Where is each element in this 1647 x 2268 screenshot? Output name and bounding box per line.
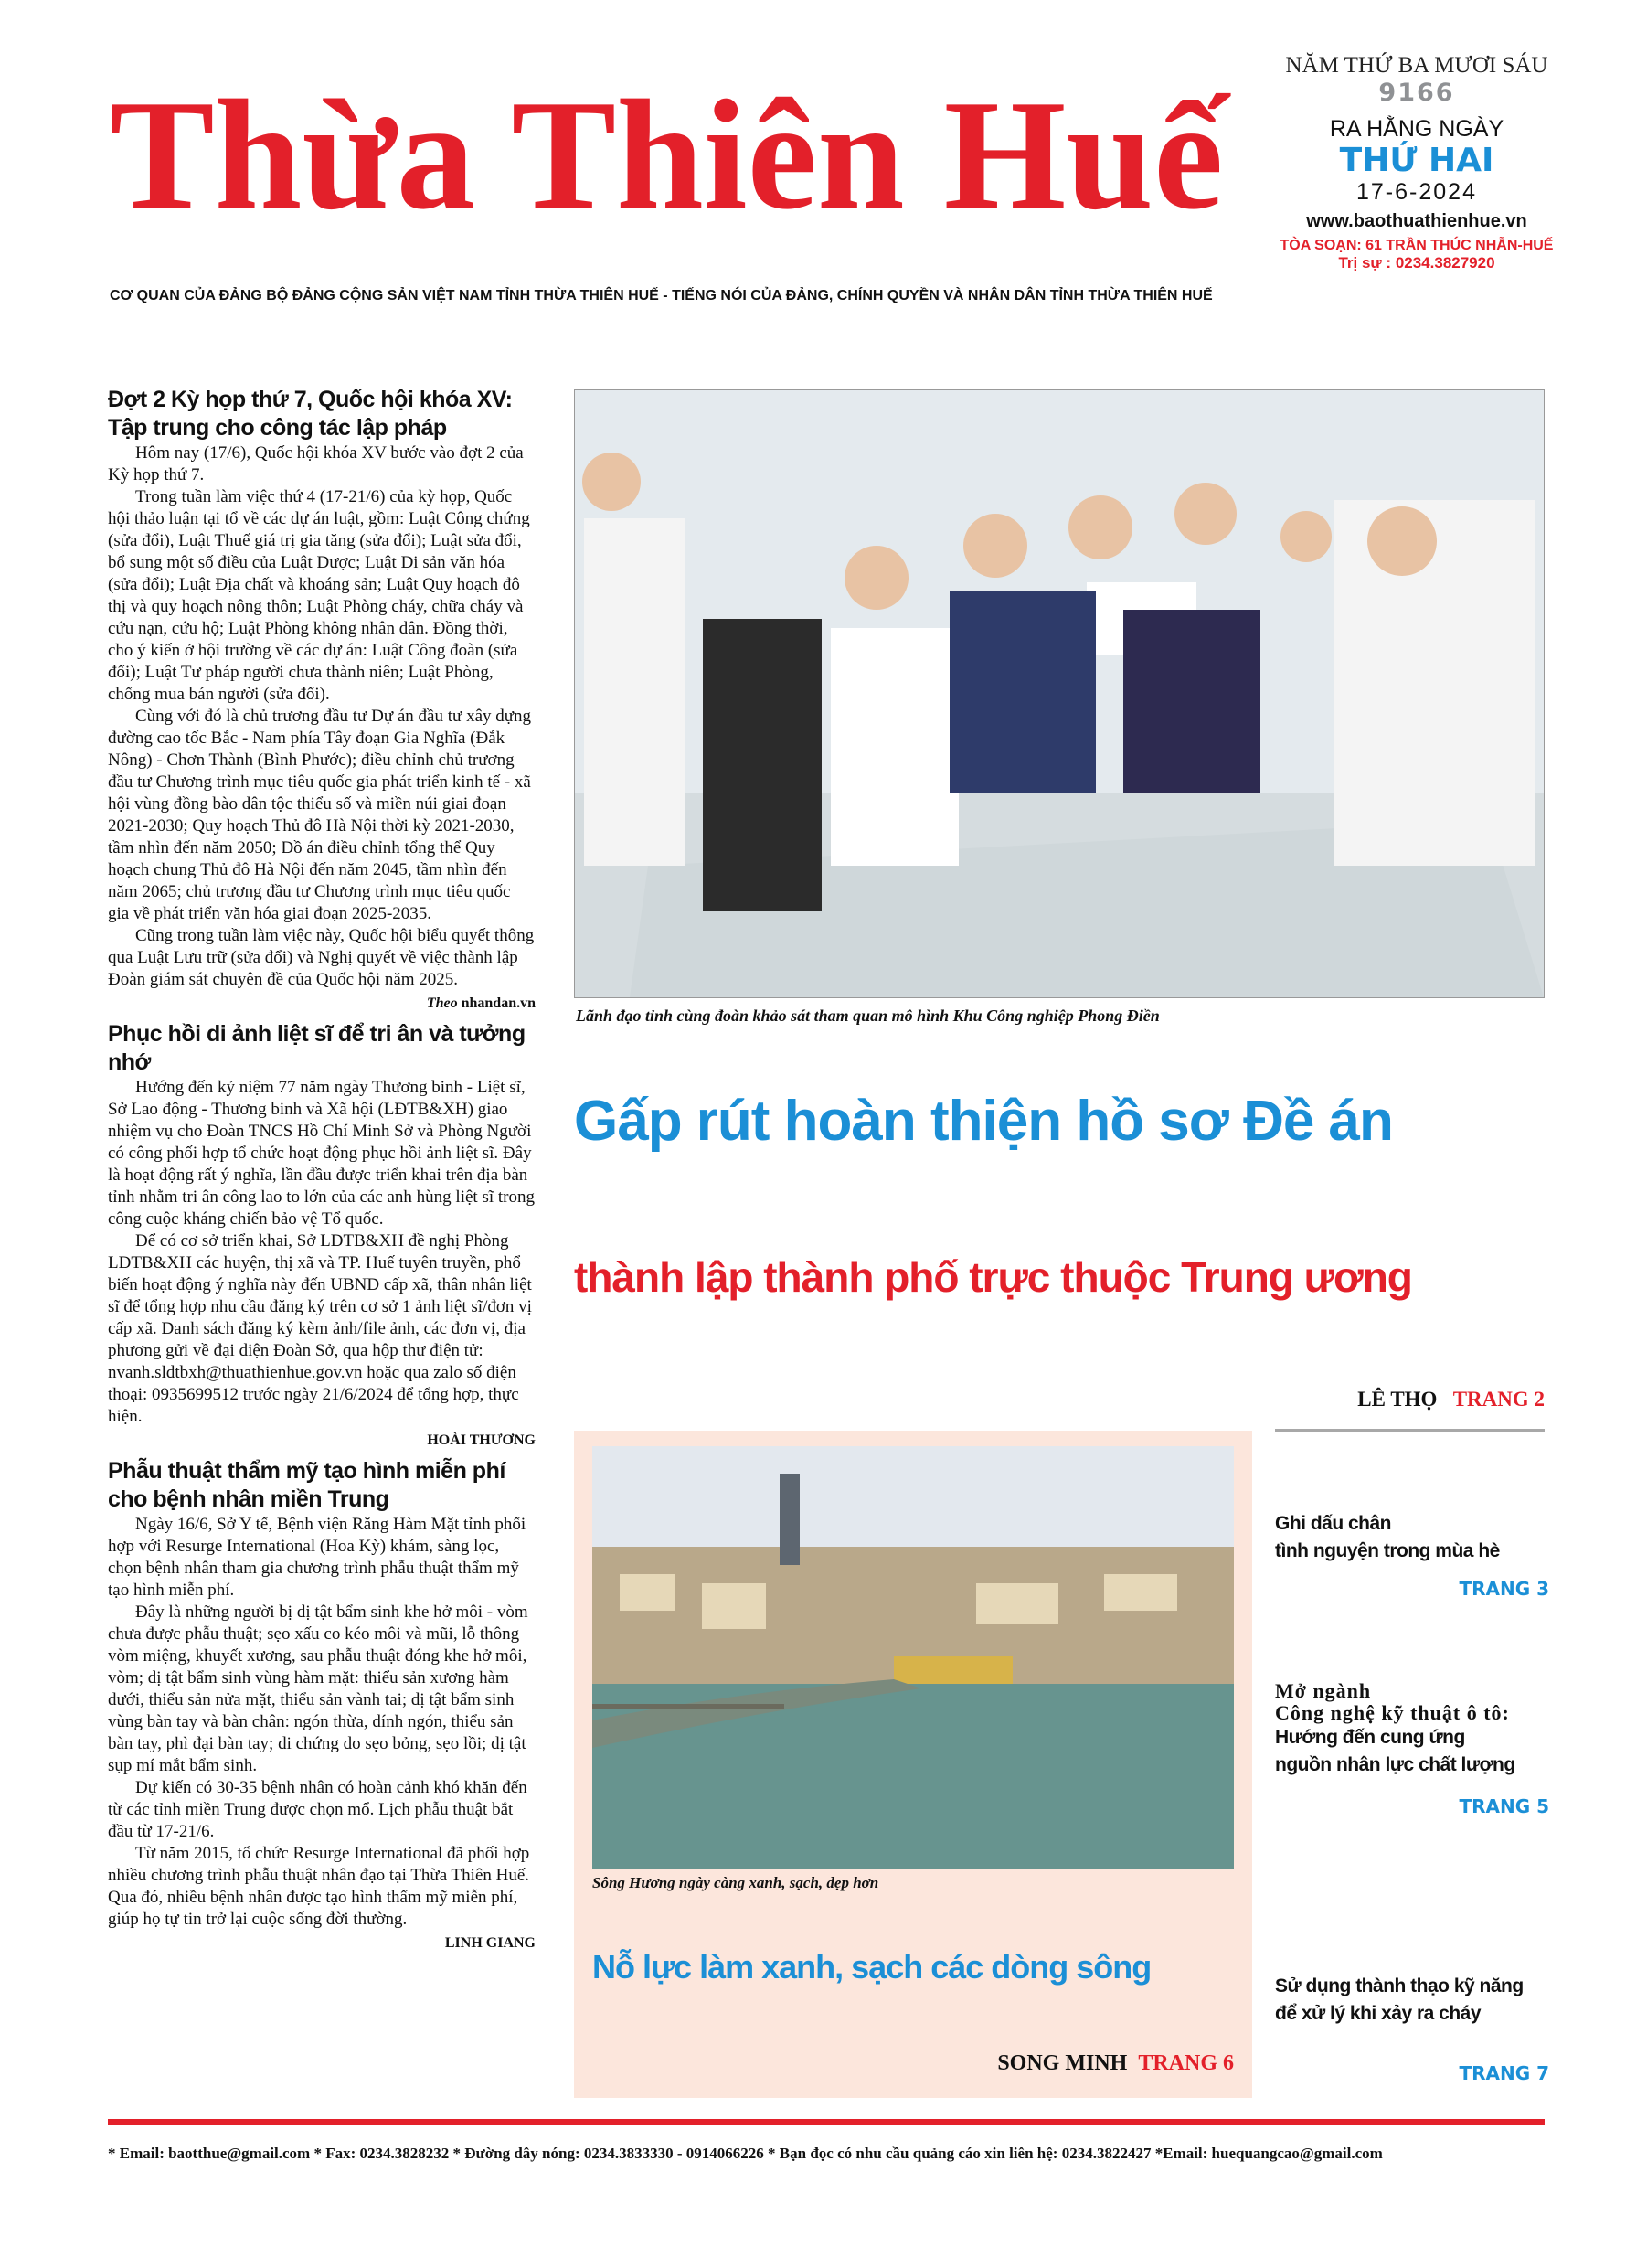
teaser-title: Hướng đến cung ứng [1275,1727,1465,1748]
byline [108,991,536,1017]
paragraph: Đây là những người bị dị tật bẩm sinh khe hở môi - vòm chưa được phẫu thuật; sẹo xấu co kéo môi và mũi, lỗ thông vòm miệng, khuyết xương, sau phẫu thuật đóng khe hở môi, vòm; dị tật bẩm sinh vùng hàm mặt: thiểu sản xương hàm dưới, thiểu sản nửa mặt, thiểu sản vành tai; dị tật bẩm sinh vùng bàn tay và bàn chân: ngón thừa, dính ngón, thiểu sản bàn tay, phì đại bàn tay; di chứng do sẹo bỏng, sẹo lồi; dị tật sụp mí mắt bẩm sinh. [108,1603,528,1775]
issue-number: 9166 [1378,79,1455,107]
teaser-page-link[interactable]: TRANG 5 [1459,1795,1549,1817]
masthead-subtitle: CƠ QUAN CỦA ĐẢNG BỘ ĐẢNG CỘNG SẢN VIỆT NAM TỈNH THỪA THIÊN HUẾ - TIẾNG NÓI CỦA ĐẢNG, CHÍNH QUYỀN VÀ NHÂN DÂN TỈNH THỪA THIÊN HUẾ [110,288,1213,303]
byline: HOÀI THƯƠNG [427,1432,536,1448]
article-title[interactable]: Phẫu thuật thẩm mỹ tạo hình miễn phí cho bệnh nhân miền Trung [108,1458,505,1512]
lead-author: LÊ THỌ [1357,1388,1438,1411]
feature-headline[interactable]: Nỗ lực làm xanh, sạch các dòng sông [592,1948,1152,1986]
feature-photo[interactable] [592,1446,1234,1869]
article-title[interactable]: Đợt 2 Kỳ họp thứ 7, Quốc hội khóa XV: Tập trung cho công tác lập pháp [108,387,513,441]
paragraph: Cùng với đó là chủ trương đầu tư Dự án đầu tư xây dựng đường cao tốc Bắc - Nam phía Tây đoạn Gia Nghĩa (Đắk Nông) - Chơn Thành (Bình Phước); điều chỉnh chủ trương đầu tư Chương trình mục tiêu quốc gia phát triển kinh tế - xã hội vùng đồng bào dân tộc thiểu số và miền núi giai đoạn 2021-2030; Quy hoạch Thủ đô Hà Nội thời kỳ 2021-2030, tầm nhìn đến năm 2050; Đồ án điều chỉnh tổng thể Quy hoạch chung Thủ đô Hà Nội đến năm 2045, tầm nhìn đến năm 2065; chủ trương đầu tư Chương trình mục tiêu quốc gia về phát triển văn hóa giai đoạn 2025-2035. [108,707,532,923]
teaser-title: nguồn nhân lực chất lượng [1275,1754,1515,1775]
footer-contacts: * Email: baotthue@gmail.com * Fax: 0234.3828232 * Đường dây nóng: 0234.3833330 - 0914066226 * Bạn đọc có nhu cầu quảng cáo xin liên hệ: 0234.3822427 *Email: huequangcao@gmail.com [108,2145,1383,2162]
teaser[interactable] [1275,1680,1549,1817]
weekday: THỨ HAI [1339,142,1494,179]
article [108,1457,536,1956]
article-title[interactable]: Phục hồi di ảnh liệt sĩ để tri ân và tưởng nhớ [108,1021,526,1075]
paragraph: Dự kiến có 30-35 bệnh nhân có hoàn cảnh khó khăn đến từ các tỉnh miền Trung được chọn mổ. Lịch phẫu thuật bắt đầu từ 17-21/6. [108,1778,527,1841]
teaser-title: tình nguyện trong mùa hè [1275,1540,1500,1561]
river-city-illustration [592,1446,1234,1869]
article [108,1020,536,1453]
lead-credit [1275,1388,1545,1411]
paragraph: Để có cơ sở triển khai, Sở LĐTB&XH đề nghị Phòng LĐTB&XH các huyện, thị xã và TP. Huế tuyên truyền, phổ biến hoạt động ý nghĩa này đến UBND cấp xã, thân nhân liệt sĩ để tổng hợp nhu cầu đăng ký trên cơ sở 1 ảnh liệt sĩ/đơn vị cấp xã. Danh sách đăng ký kèm ảnh/file ảnh, các đơn vị, địa phương gửi về đại diện Đoàn Sở, qua hộp thư điện tử: nvanh.sldtbxh@thuathienhue.gov.vn hoặc qua zalo số điện thoại: 0935699512 trước ngày 21/6/2024 để tổng hợp, thực hiện. [108,1231,532,1426]
teaser[interactable] [1275,1973,1549,2084]
teaser[interactable] [1275,1510,1549,1600]
teaser-title: Ghi dấu chân [1275,1513,1392,1534]
feature-author: SONG MINH [997,2051,1128,2075]
paragraph: Trong tuần làm việc thứ 4 (17-21/6) của kỳ họp, Quốc hội thảo luận tại tổ về các dự án luật, gồm: Luật Công chứng (sửa đổi), Luật Thuế giá trị gia tăng (sửa đổi); Luật sửa đổi, bổ sung một số điều của Luật Dược; Luật Di sản văn hóa (sửa đổi); Luật Địa chất và khoáng sản; Luật Quy hoạch đô thị và quy hoạch nông thôn; Luật Phòng cháy, chữa cháy và cứu nạn, cứu hộ; Luật Phòng không nhân dân. Đồng thời, cho ý kiến ở hội trường về các dự án: Luật Công đoàn (sửa đổi); Luật Tư pháp người chưa thành niên; Luật Phòng, chống mua bán người (sửa đổi). [108,487,530,704]
paragraph: Từ năm 2015, tổ chức Resurge International đã phối hợp nhiều chương trình phẫu thuật nhân đạo tại Thừa Thiên Huế. Qua đó, nhiều bệnh nhân được tạo hình thẩm mỹ miễn phí, giúp họ tự tin trở lại cuộc sống đời thường. [108,1844,530,1929]
lead-photo[interactable] [574,389,1545,998]
teaser-title: Sử dụng thành thạo kỹ năng [1275,1975,1524,1996]
office-address: TÒA SOẠN: 61 TRẦN THÚC NHẪN-HUẾ [1280,238,1554,253]
source-name: nhandan.vn [461,996,536,1011]
paragraph: Hôm nay (17/6), Quốc hội khóa XV bước vào đợt 2 của Kỳ họp thứ 7. [108,443,524,484]
lead-photo-illustration [575,390,1544,997]
source-prefix: Theo [426,996,458,1011]
lead-headline-line1[interactable]: Gấp rút hoàn thiện hồ sơ Đề án [574,1090,1393,1153]
year-label: NĂM THỨ BA MƯƠI SÁU [1285,53,1548,78]
issue-info [1280,53,1554,272]
left-column [108,386,536,1956]
feature-credit [823,2051,1234,2076]
feature-photo-caption: Sông Hương ngày càng xanh, sạch, đẹp hơn [592,1874,879,1891]
masthead-logo [110,50,1261,279]
lead-page-link[interactable]: TRANG 2 [1452,1388,1545,1411]
lead-headline-line2[interactable]: thành lập thành phố trực thuộc Trung ương [574,1253,1412,1301]
paragraph: Hướng đến kỷ niệm 77 năm ngày Thương binh - Liệt sĩ, Sở Lao động - Thương binh và Xã hội (LĐTB&XH) giao nhiệm vụ cho Đoàn TNCS Hồ Chí Minh Sở và Phòng Người có công phối hợp tổ chức hoạt động phục hồi ảnh liệt sĩ. Đây là hoạt động rất ý nghĩa, lần đầu được triển khai trên địa bàn tỉnh nhằm tri ân công lao to lớn của các anh hùng liệt sĩ trong công cuộc kháng chiến bảo vệ Tổ quốc. [108,1078,535,1229]
office-phone: Trị sự : 0234.3827920 [1338,254,1495,272]
frequency: RA HẰNG NGÀY [1329,116,1504,142]
lead-photo-caption: Lãnh đạo tỉnh cùng đoàn khảo sát tham quan mô hình Khu Công nghiệp Phong Điền [576,1006,1160,1025]
teaser-page-link[interactable]: TRANG 3 [1459,1578,1549,1600]
paragraph: Ngày 16/6, Sở Y tế, Bệnh viện Răng Hàm Mặt tỉnh phối hợp với Resurge International (Hoa Kỳ) khám, sàng lọc, chọn bệnh nhân tham gia chương trình phẫu thuật thẩm mỹ tạo hình miễn phí. [108,1515,526,1600]
feature-page-link[interactable]: TRANG 6 [1138,2051,1234,2075]
teaser-title: để xử lý khi xảy ra cháy [1275,2003,1482,2024]
article [108,386,536,1017]
website-link[interactable]: www.baothuathienhue.vn [1306,211,1527,231]
byline: LINH GIANG [444,1935,536,1951]
masthead-title: Thừa Thiên Huế [110,69,1224,242]
divider [1275,1429,1545,1432]
footer-rule [108,2119,1545,2125]
teaser-page-link[interactable]: TRANG 7 [1459,2062,1549,2084]
date: 17-6-2024 [1356,179,1477,205]
teaser-kicker: Mở ngành Công nghệ kỹ thuật ô tô: [1275,1679,1510,1724]
paragraph: Cũng trong tuần làm việc này, Quốc hội biểu quyết thông qua Luật Lưu trữ (sửa đổi) và Nghị quyết về việc thành lập Đoàn giám sát chuyên đề của Quốc hội năm 2025. [108,926,535,989]
